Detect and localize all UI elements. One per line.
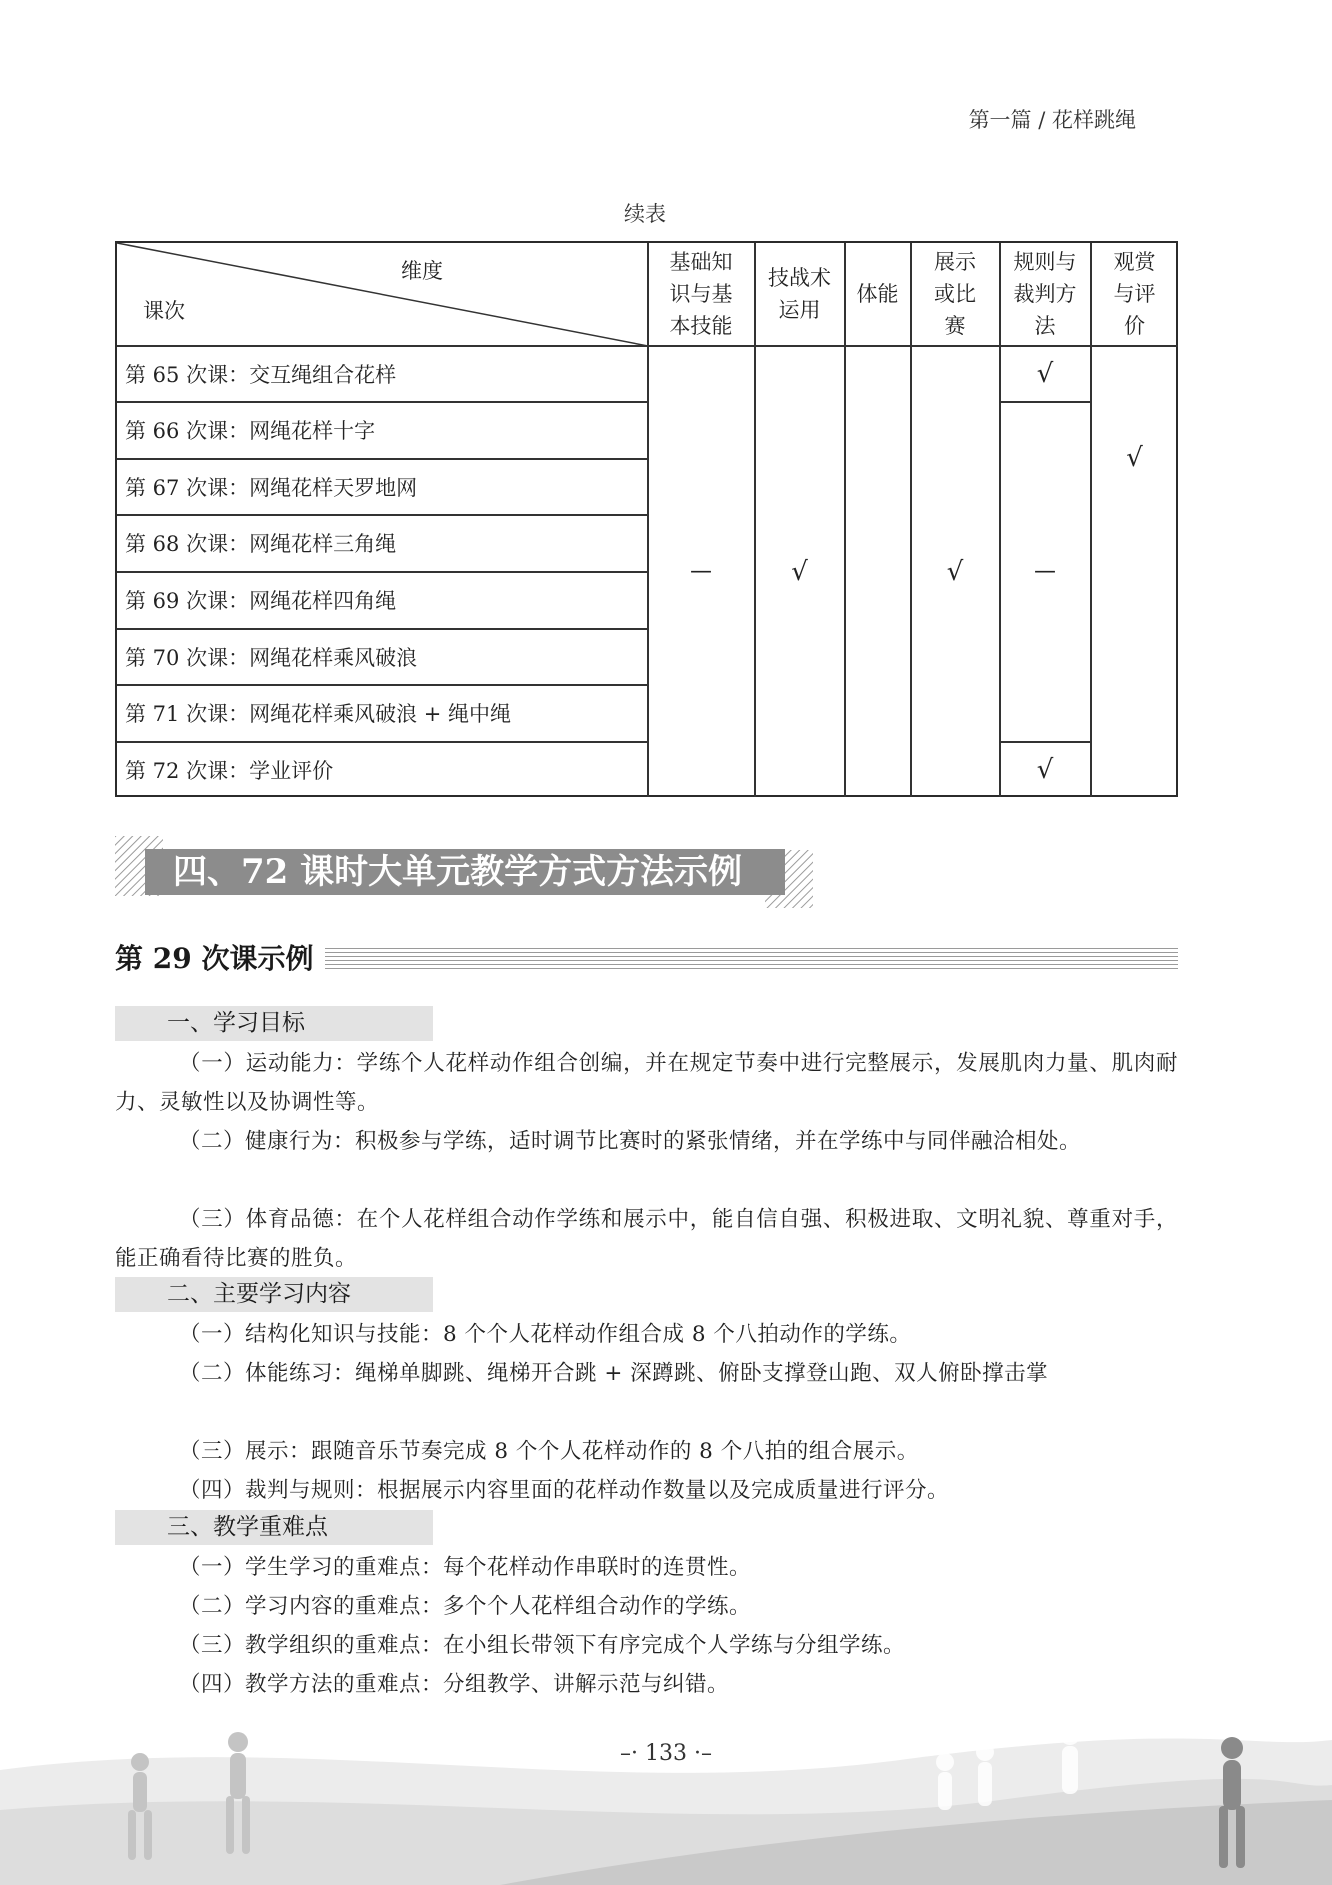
content-show: （三）展示：跟随音乐节奏完成 8 个个人花样动作的 8 个八拍的组合展示。 — [179, 1439, 919, 1464]
objective-health: （二）健康行为：积极参与学练，适时调节比赛时的紧张情绪，并在学练中与同伴融洽相处。 — [179, 1129, 1082, 1154]
mark-rules-last: √ — [1036, 754, 1054, 785]
section-heading-difficulties: 三、教学重难点 — [115, 1510, 433, 1545]
section-heading-content: 二、主要学习内容 — [115, 1277, 433, 1312]
lesson-row-68: 第 68 次课：网绳花样三角绳 — [125, 532, 397, 556]
corner-label-dimension: 维度 — [401, 259, 443, 283]
lesson-row-71: 第 71 次课：网绳花样乘风破浪 + 绳中绳 — [125, 702, 512, 726]
table-caption: 续表 — [624, 202, 666, 226]
mark-show: √ — [946, 556, 964, 587]
difficulty-content: （二）学习内容的重难点：多个个人花样组合动作的学练。 — [179, 1594, 752, 1619]
section-heading-objectives: 一、学习目标 — [115, 1006, 433, 1041]
subhead-rule-lines — [325, 948, 1178, 970]
section-banner — [115, 836, 815, 908]
curriculum-table — [115, 241, 1178, 797]
col-header-tactics: 技战术运用 — [768, 266, 831, 322]
col-header-rules: 规则与裁判方法 — [1013, 250, 1077, 338]
mark-rules-middle: — — [1034, 558, 1056, 584]
col-header-fitness: 体能 — [856, 282, 899, 306]
lesson-row-66: 第 66 次课：网绳花样十字 — [125, 419, 376, 443]
lesson-row-65: 第 65 次课：交互绳组合花样 — [125, 362, 397, 387]
col-header-appreciation: 观赏与评价 — [1113, 250, 1156, 338]
corner-label-lesson: 课次 — [143, 299, 185, 323]
lesson-row-72: 第 72 次课：学业评价 — [125, 758, 334, 783]
mark-tactics: √ — [791, 556, 808, 587]
difficulty-organization: （三）教学组织的重难点：在小组长带领下有序完成个人学练与分组学练。 — [179, 1633, 906, 1658]
footer-decoration — [0, 1690, 1332, 1885]
content-knowledge: （一）结构化知识与技能：8 个个人花样动作组合成 8 个八拍动作的学练。 — [179, 1322, 912, 1347]
mark-rules-first: √ — [1036, 358, 1054, 389]
content-rules: （四）裁判与规则：根据展示内容里面的花样动作数量以及完成质量进行评分。 — [179, 1478, 950, 1503]
col-header-show: 展示或比赛 — [934, 250, 976, 338]
objective-motor: （一）运动能力：学练个人花样动作组合创编，并在规定节奏中进行完整展示，发展肌肉力量、肌肉耐力、灵敏性以及协调性等。 — [115, 1051, 1178, 1115]
running-head: 第一篇 / 花样跳绳 — [968, 108, 1136, 132]
difficulty-student: （一）学生学习的重难点：每个花样动作串联时的连贯性。 — [179, 1555, 752, 1580]
mark-appreciation: √ — [1126, 442, 1143, 473]
difficulty-method: （四）教学方法的重难点：分组教学、讲解示范与纠错。 — [179, 1672, 730, 1697]
page-number-value: 133 — [645, 1741, 687, 1766]
col-header-basic: 基础知识与基本技能 — [669, 250, 733, 338]
lesson-row-69: 第 69 次课：网绳花样四角绳 — [125, 589, 397, 613]
content-fitness: （二）体能练习：绳梯单脚跳、绳梯开合跳 + 深蹲跳、俯卧支撑登山跑、双人俯卧撑击掌 — [179, 1361, 1049, 1386]
lesson-row-67: 第 67 次课：网绳花样天罗地网 — [125, 475, 418, 500]
section-banner-title: 四、72 课时大单元教学方式方法示例 — [145, 849, 785, 895]
mark-basic: — — [690, 558, 712, 584]
lesson-example-title: 第 29 次课示例 — [115, 942, 314, 975]
lesson-row-70: 第 70 次课：网绳花样乘风破浪 — [125, 645, 418, 670]
page-number: –· 133 ·– — [620, 1741, 712, 1766]
objective-sportsmanship: （三）体育品德：在个人花样组合动作学练和展示中，能自信自强、积极进取、文明礼貌、尊重对手，能正确看待比赛的胜负。 — [115, 1207, 1178, 1271]
